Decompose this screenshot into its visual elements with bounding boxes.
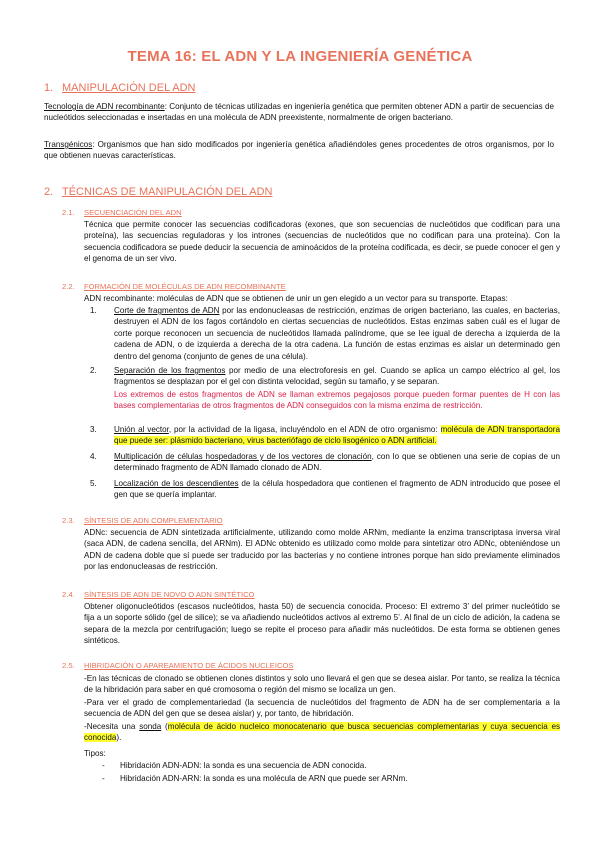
bullet-glyph: -: [102, 774, 105, 783]
list-item: [90, 424, 560, 447]
item-number: 5.: [90, 479, 97, 488]
subsection-title: FORMACIÓN DE MOLÉCULAS DE ADN RECOMBINANTE: [84, 282, 286, 291]
section-2-heading: [44, 186, 272, 198]
subsection-number: 2.4.: [62, 590, 75, 599]
list-item: [90, 365, 561, 388]
subsection-title: SÍNTESIS DE ADN DE NOVO O ADN SINTÉTICO: [84, 590, 255, 599]
subsection-number: 2.5.: [62, 661, 75, 670]
list-item: [90, 305, 560, 362]
subsection-number: 2.2.: [62, 282, 75, 291]
adn-recombinante-intro: ADN recombinante: moléculas de ADN que se obtienen de unir un gen elegido a un vector para su transporte. Etapas:: [84, 294, 508, 303]
definition-text: : Organismos que han sido modificados por ingeniería genética añadiéndoles genes procedentes de otros organismos, por lo que obtienen nuevas características.: [44, 140, 554, 161]
hibridacion-paragraph-1: -En las técnicas de clonado se obtienen clones distintos y solo uno llevará el gen que se desea aislar. Por tanto, se realiza la técnica de la hibridación para saber en qué cromosoma o región del mismo se localiza un gen.: [84, 674, 560, 695]
item-text: Hibridación ADN-ARN: la sonda es una molécula de ARN que puede ser ARNm.: [120, 774, 408, 783]
list-item: [102, 773, 560, 784]
item-number: 3.: [90, 425, 97, 434]
item-text: por las endonucleasas de restricción, enzimas de origen bacteriano, las cuales, en bacterias, destruyen el ADN de los fagos cortándolo en ciertas secuencias de nucleótidos. Estas enzimas saben cuál es el lugar de corte porque reconocen un secuencia de nucleótidos llamada palíndrome, que se lee igual de derecha a izquierda de la cadena de ADN, o de izquierda a derecha de la otra cadena. La función de estas enzimas es aislar un determinado gen dentro del genoma (conjunto de genes de una célula).: [114, 306, 560, 361]
item-term: Corte de fragmentos de ADN: [114, 306, 220, 315]
subsection-number: 2.3.: [62, 516, 75, 525]
list-item: [90, 451, 560, 474]
list-item: [90, 478, 560, 501]
list-item: [102, 760, 560, 771]
hibridacion-paragraph-2: -Para ver el grado de complementariedad (la secuencia de nucleótidos del fragmento de ADN ha de ser complementaria a la secuencia de ADN del gen que se desea aislar) y, por tanto, de hibridación.: [84, 698, 560, 719]
item-number: 4.: [90, 452, 97, 461]
item-text: por medio de una electroforesis en gel. Cuando se aplica un campo eléctrico al gel, los fragmentos se desplazan por el gel con distinta velocidad, según su tamaño, y se separan.: [114, 366, 561, 387]
item-text: Hibridación ADN-ADN: la sonda es una secuencia de ADN conocida.: [120, 761, 367, 770]
page-title: TEMA 16: EL ADN Y LA INGENIERÍA GENÉTICA: [127, 48, 473, 65]
term-sonda: sonda: [139, 722, 162, 731]
tipos-label: Tipos:: [84, 749, 106, 758]
section-title: MANIPULACIÓN DEL ADN: [62, 82, 196, 94]
section-number: 2.: [44, 186, 54, 198]
section-1-heading: [44, 82, 195, 94]
item-number: 1.: [90, 306, 97, 315]
highlighted-text: molécula de ADN transportadora que puede ser: plásmido bacteriano, virus bacteriófago de ciclo lisogénico o ADN artificial.: [114, 425, 560, 446]
secuenciacion-text: Técnica que permite conocer las secuencias codificadoras (exones, que son secuencias de nucleótidos que codifican para una proteína), las secuencias reguladoras y los intrones (secuencias de nucleótidos que no codifican para una proteína). Con la secuencia codificadora se puede deducir la secuencia de aminoácidos de la proteína codificada, es decir, se puede conocer el gen y el genoma de un ser vivo.: [84, 220, 560, 264]
subsection-2-1-heading: [62, 208, 182, 217]
section-number: 1.: [44, 82, 54, 94]
item-term: Localización de los descendientes: [114, 479, 239, 488]
bullet-glyph: -: [102, 761, 105, 770]
item-term: Multiplicación de células hospedadoras y de los vectores de clonación: [114, 452, 372, 461]
item-text: , con lo que se obtienen una serie de copias de un determinado fragmento de ADN llamado clonado de ADN.: [114, 452, 560, 473]
item-text: de la célula hospedadora que contienen el fragmento de ADN introducido que posee el gen que se quería implantar.: [114, 479, 560, 500]
text: -Necesita una: [84, 722, 140, 731]
adn-sintetico-text: Obtener oligonucleótidos (escasos nucleótidos, hasta 50) de secuencia conocida. Proceso: El extremo 3’ del primer nucleótido se fija a un soporte sólido (gel de silice); se va añadiendo nucleótidos activos al extremo 5’. Al final de un ciclo de adición, la cadena se separa de la mezcla por centrifugación; luego se repite el proceso para añadir más nucleótidos. De esta forma se obtienen genes sintéticos.: [84, 602, 560, 646]
item-term: Unión al vector: [114, 425, 169, 434]
section-title: TÉCNICAS DE MANIPULACIÓN DEL ADN: [62, 186, 273, 198]
subsection-2-5-heading: [62, 661, 293, 670]
subsection-2-4-heading: [62, 590, 254, 599]
subsection-2-2-heading: [62, 282, 286, 291]
definition-text: : Conjunto de técnicas utilizadas en ingeniería genética que permiten obtener ADN a partir de secuencias de nucleótidos seleccionadas e insertadas en una molécula de ADN preexistente, normalmente de origen bacteriano.: [44, 102, 554, 123]
item-term: Separación de los fragmentos: [114, 366, 226, 375]
subsection-title: SÍNTESIS DE ADN COMPLEMENTARIO: [84, 516, 223, 525]
highlighted-text: molécula de ácido nucleico monocatenario que busca secuencias complementarias y cuya secuencia es conocida: [84, 722, 561, 743]
subsection-number: 2.1.: [62, 208, 75, 217]
adnc-text: ADNc: secuencia de ADN sintetizada artificialmente, utilizando como molde ARNm, mediante la enzima transcriptasa inversa viral (saca ADN, de cadena sencilla, del ARNm). El ADNc obtenido es utilizado como molde para sintetizar otro ADNc, obteniéndose un ADN de cadena doble que sí puede ser traducido por las bacterias y no contiene intrones porque han sido previamente eliminados por las endonucleasas de restricción.: [84, 528, 560, 572]
text: (: [161, 722, 168, 731]
extremos-pegajosos-note: Los extremos de estos fragmentos de ADN se llaman extremos pegajosos porque pueden formar puentes de H con las bases complementarias de otros fragmentos de ADN conseguidos con la misma enzima de restricción.: [114, 390, 560, 411]
term: Tecnología de ADN recombinante: [44, 102, 165, 111]
definition-transgenicos: [44, 139, 554, 162]
hibridacion-paragraph-3: [84, 721, 560, 744]
subsection-title: HIBRIDACIÓN O APAREAMIENTO DE ÁCIDOS NUCLEICOS: [84, 661, 294, 670]
subsection-2-3-heading: [62, 516, 223, 525]
definition-adn-recombinante: [44, 101, 554, 124]
item-number: 2.: [90, 366, 97, 375]
item-text: , por la actividad de la ligasa, incluyéndolo en el ADN de otro organismo:: [168, 425, 441, 434]
text: ).: [116, 733, 122, 743]
term: Transgénicos: [44, 140, 93, 149]
subsection-title: SECUENCIACIÓN DEL ADN: [84, 208, 182, 217]
